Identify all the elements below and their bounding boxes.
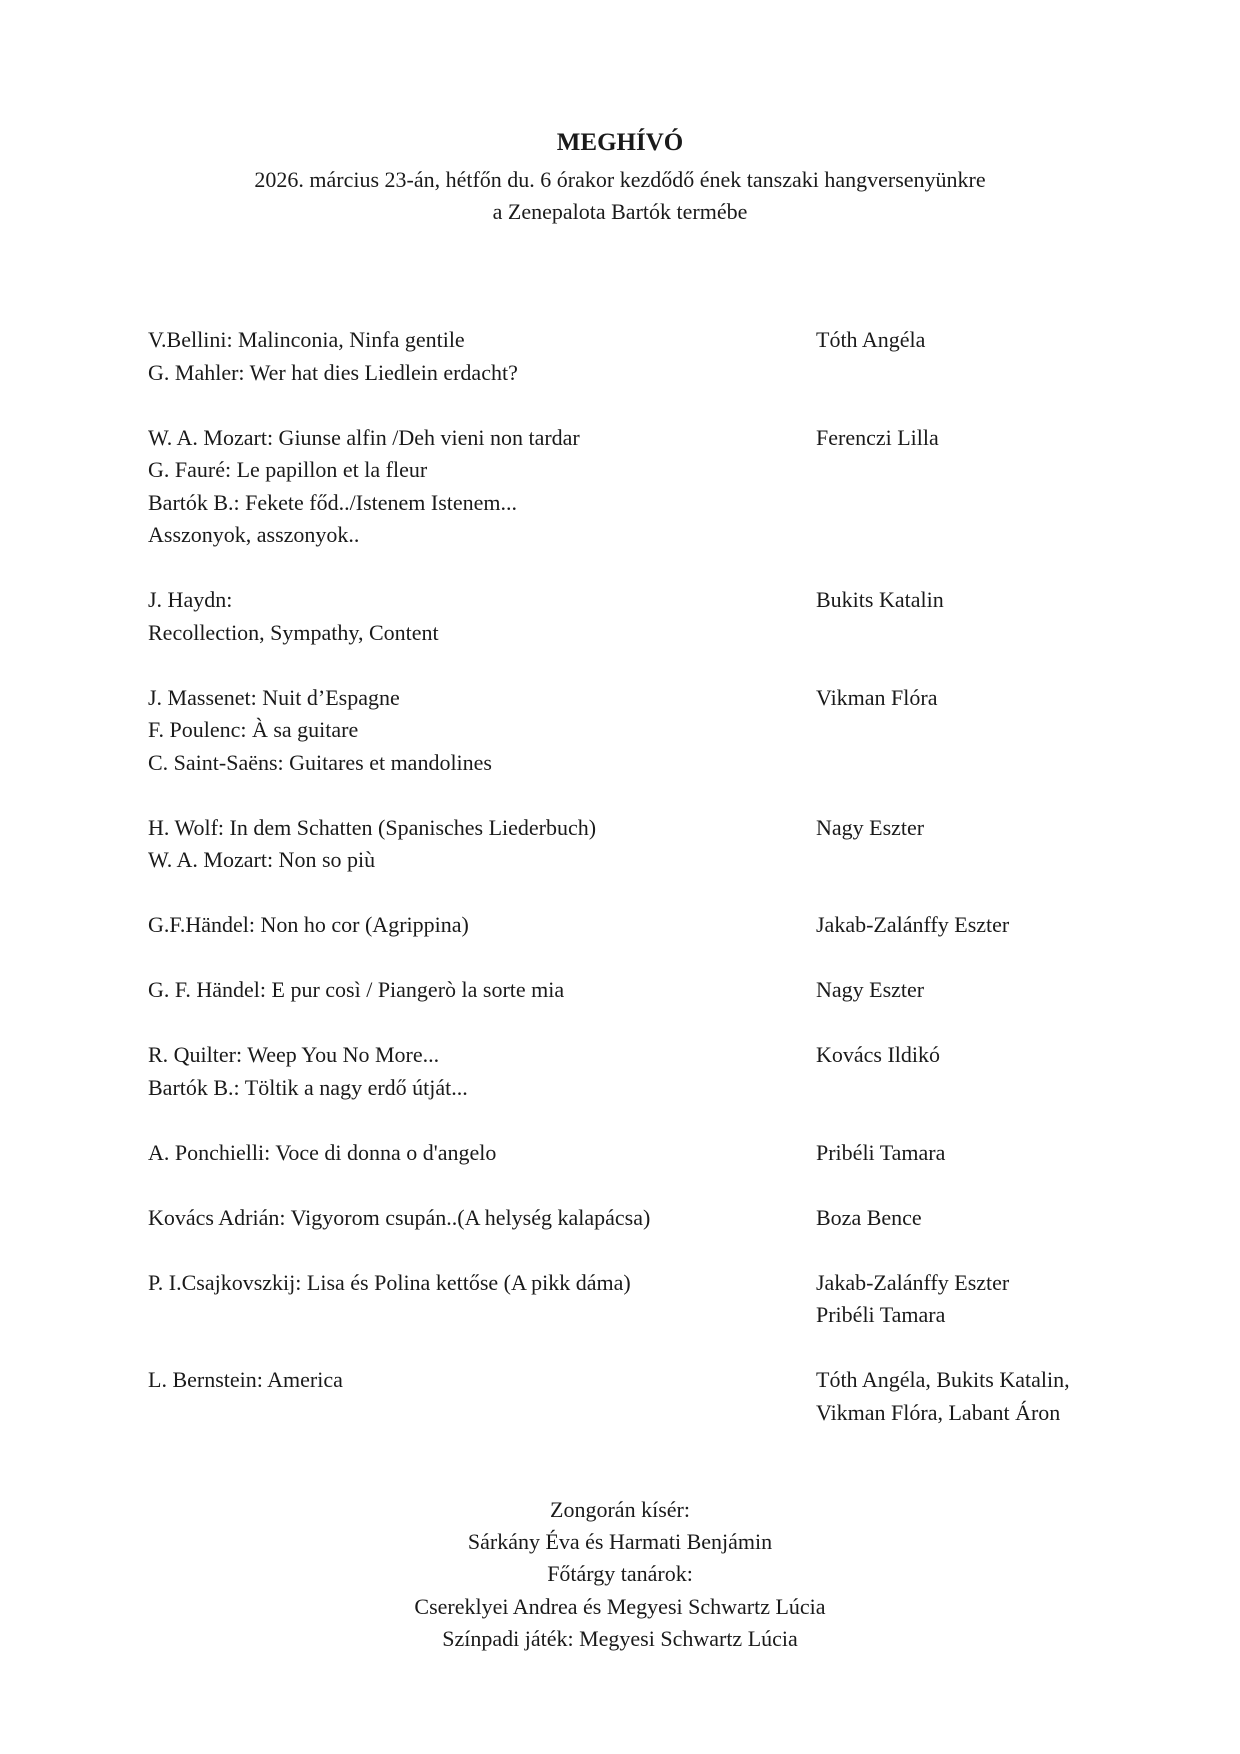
program-works <box>148 324 816 389</box>
program-performers <box>816 909 1128 942</box>
program-works <box>148 682 816 780</box>
program-performers <box>816 422 1128 552</box>
program-item <box>148 909 1128 942</box>
program-performers <box>816 682 1128 780</box>
program-item <box>148 324 1128 389</box>
work-title: G. Mahler: Wer hat dies Liedlein erdacht? <box>148 359 518 385</box>
work-title: V.Bellini: Malinconia, Ninfa gentile <box>148 327 465 352</box>
performer-name: Pribéli Tamara <box>816 1139 946 1165</box>
program-item <box>148 1039 1128 1104</box>
program-works <box>148 1364 816 1429</box>
program-works <box>148 1039 816 1104</box>
work-title: J. Haydn: <box>148 587 233 612</box>
teachers: Csereklyei Andrea és Megyesi Schwartz Lúcia <box>414 1593 826 1619</box>
event-details: 2026. március 23-án, hétfőn du. 6 órakor kezdődő ének tanszaki hangversenyünkre <box>254 167 986 192</box>
performer-name: Tóth Angéla, Bukits Katalin, <box>816 1367 1070 1392</box>
work-title: H. Wolf: In dem Schatten (Spanisches Liederbuch) <box>148 814 597 840</box>
accompanists: Sárkány Éva és Harmati Benjámin <box>467 1529 773 1555</box>
performer-name: Pribéli Tamara <box>816 1302 946 1327</box>
program-performers <box>816 584 1128 649</box>
work-title: F. Poulenc: À sa guitare <box>148 717 359 742</box>
program-item <box>148 812 1128 877</box>
work-title: Bartók B.: Töltik a nagy erdő útját... <box>148 1074 468 1100</box>
performer-name: Vikman Flóra <box>816 684 938 710</box>
work-title: G. Fauré: Le papillon et la fleur <box>148 457 428 482</box>
performer-name: Vikman Flóra, Labant Áron <box>816 1399 1061 1425</box>
performer-name: Ferenczi Lilla <box>816 424 939 450</box>
work-title: W. A. Mozart: Giunse alfin /Deh vieni non tardar <box>148 424 580 450</box>
program-works <box>148 422 816 552</box>
work-title: G. F. Händel: E pur così / Piangerò la sorte mia <box>148 977 565 1002</box>
program-works <box>148 584 816 649</box>
work-title: G.F.Händel: Non ho cor (Agrippina) <box>148 912 469 937</box>
program-performers <box>816 1364 1128 1429</box>
program-item <box>148 584 1128 649</box>
accompanist-label: Zongorán kísér: <box>550 1497 690 1522</box>
credits <box>0 1494 1240 1655</box>
program-performers <box>816 812 1128 877</box>
program-performers <box>816 974 1128 1007</box>
work-title: R. Quilter: Weep You No More... <box>148 1042 440 1067</box>
program-works <box>148 974 816 1007</box>
performer-name: Tóth Angéla <box>816 327 926 352</box>
page-title: MEGHÍVÓ <box>556 129 684 156</box>
work-title: A. Ponchielli: Voce di donna o d'angelo <box>148 1139 497 1165</box>
program-works <box>148 1202 816 1235</box>
program-works <box>148 1137 816 1170</box>
work-title: Asszonyok, asszonyok.. <box>148 522 360 547</box>
program-performers <box>816 1039 1128 1104</box>
work-title: L. Bernstein: America <box>148 1367 343 1392</box>
event-venue: a Zenepalota Bartók termébe <box>492 199 748 224</box>
program-list <box>148 324 1128 1462</box>
program-item <box>148 422 1128 552</box>
program-item <box>148 1202 1128 1235</box>
work-title: W. A. Mozart: Non so più <box>148 847 376 872</box>
teachers-label: Főtárgy tanárok: <box>547 1561 693 1587</box>
program-performers <box>816 324 1128 389</box>
performer-name: Nagy Eszter <box>816 977 925 1002</box>
program-item <box>148 1364 1128 1429</box>
program-works <box>148 909 816 942</box>
program-works <box>148 812 816 877</box>
program-item <box>148 974 1128 1007</box>
performer-name: Jakab-Zalánffy Eszter <box>816 912 1010 937</box>
work-title: Bartók B.: Fekete főd../Istenem Istenem... <box>148 489 518 515</box>
performer-name: Boza Bence <box>816 1204 922 1230</box>
performer-name: Nagy Eszter <box>816 814 925 840</box>
program-performers <box>816 1202 1128 1235</box>
program-item <box>148 1267 1128 1332</box>
stage-direction: Színpadi játék: Megyesi Schwartz Lúcia <box>442 1625 798 1651</box>
program-works <box>148 1267 816 1332</box>
program-item <box>148 1137 1128 1170</box>
program-item <box>148 682 1128 780</box>
program-performers <box>816 1267 1128 1332</box>
work-title: C. Saint-Saëns: Guitares et mandolines <box>148 749 492 775</box>
work-title: Kovács Adrián: Vigyorom csupán..(A helység kalapácsa) <box>148 1204 651 1230</box>
work-title: J. Massenet: Nuit d’Espagne <box>148 684 400 710</box>
performer-name: Kovács Ildikó <box>816 1042 941 1067</box>
program-performers <box>816 1137 1128 1170</box>
performer-name: Jakab-Zalánffy Eszter <box>816 1269 1010 1295</box>
work-title: Recollection, Sympathy, Content <box>148 619 439 645</box>
work-title: P. I.Csajkovszkij: Lisa és Polina kettőse (A pikk dáma) <box>148 1269 631 1295</box>
performer-name: Bukits Katalin <box>816 587 944 612</box>
